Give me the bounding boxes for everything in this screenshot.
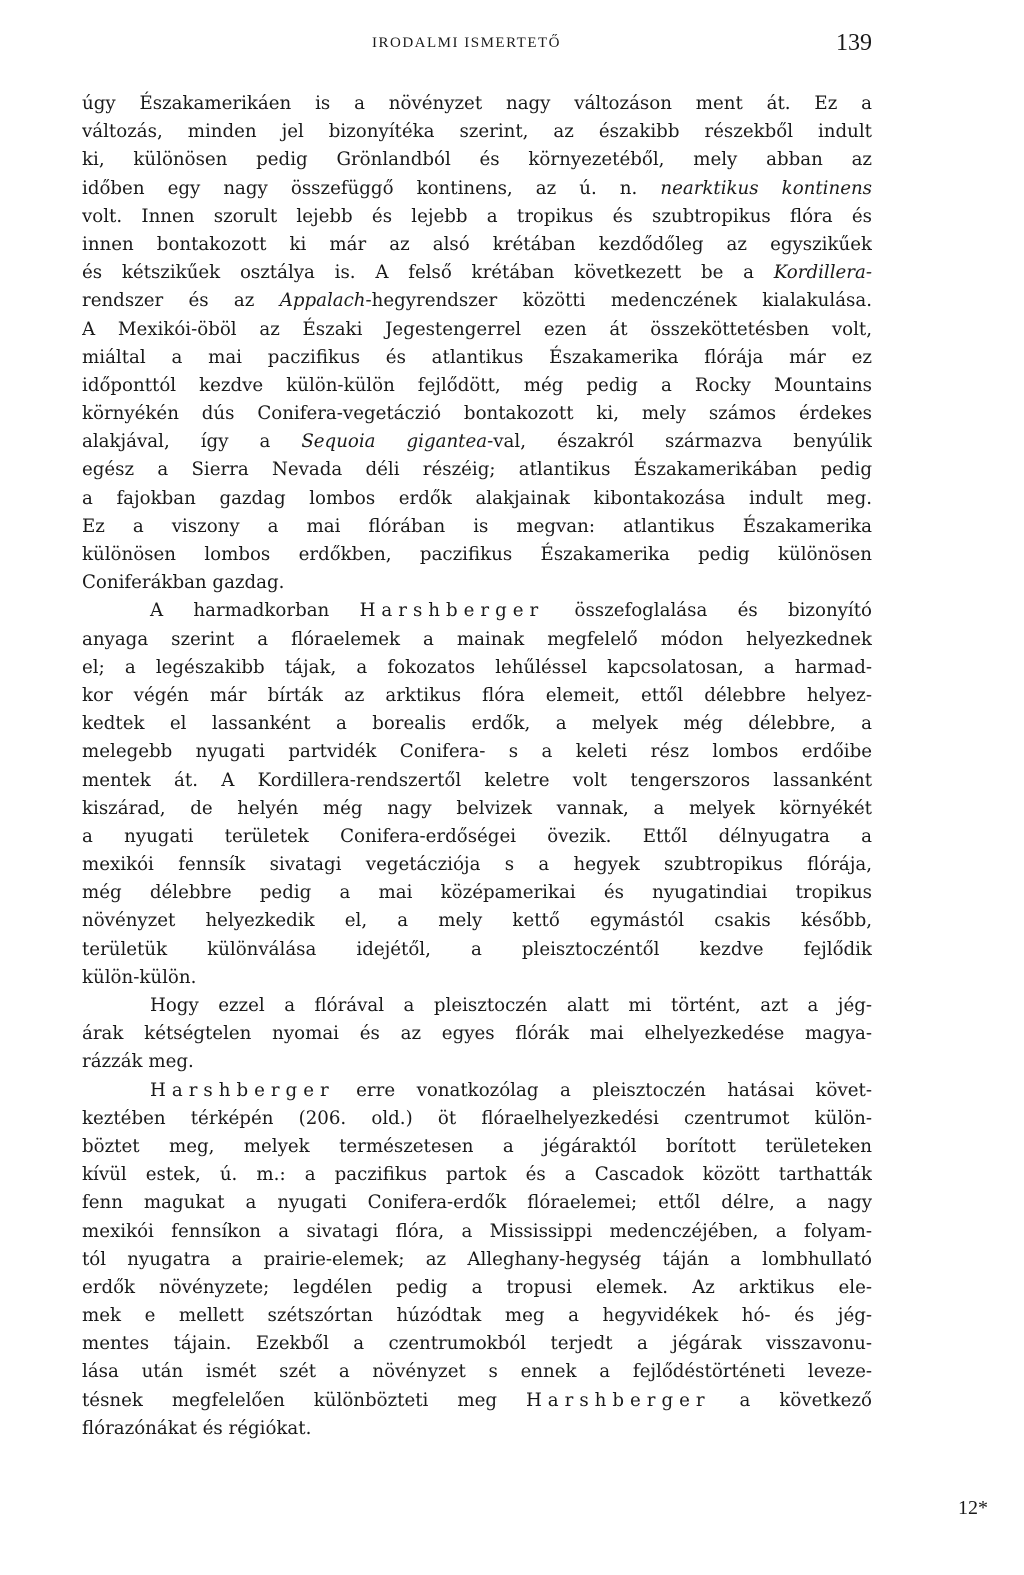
text-segment: alakjával, így a bbox=[82, 431, 302, 453]
text-line bbox=[82, 992, 872, 1020]
text-segment: árak kétségtelen nyomai és az egyes flórák mai elhelyezkedése magya- bbox=[82, 1023, 872, 1045]
text-line bbox=[82, 1274, 872, 1302]
text-segment: Coniferákban gazdag. bbox=[82, 572, 285, 594]
author-name: Harshberger bbox=[525, 1389, 711, 1411]
text-segment: mek e mellett szétszórtan húzódtak meg a hegyvidékek hó- és jég- bbox=[82, 1305, 872, 1327]
text-segment: mexikói fennsíkon a sivatagi flóra, a Mississippi medenczéjében, a folyam- bbox=[82, 1220, 872, 1242]
text-line bbox=[82, 175, 872, 203]
italic-term: nearktikus kontinens bbox=[660, 177, 872, 199]
text-segment: -hegyrendszer közötti medenczének kialakulása. bbox=[365, 290, 872, 312]
text-segment: összefoglalása és bizonyító bbox=[544, 600, 872, 622]
text-segment: A harmadkorban bbox=[150, 600, 360, 622]
text-line bbox=[82, 316, 872, 344]
text-segment: még délebbre pedig a mai középamerikai és nyugatindiai tropikus bbox=[82, 882, 872, 904]
text-segment: változás, minden jel bizonyítéka szerint, az északibb részekből indult bbox=[82, 121, 872, 143]
text-segment: böztet meg, melyek természetesen a jégáraktól borított területeken bbox=[82, 1135, 872, 1157]
text-segment: mentes tájain. Ezekből a czentrumokból terjedt a jégárak visszavonu- bbox=[82, 1333, 872, 1355]
text-segment: a következő bbox=[710, 1389, 872, 1411]
text-segment: ki, különösen pedig Grönlandból és környezetéből, mely abban az bbox=[82, 149, 872, 171]
running-title: IRODALMI ISMERTETŐ bbox=[372, 35, 562, 51]
text-segment: növényzet helyezkedik el, a mely kettő egymástól csakis később, bbox=[82, 910, 872, 932]
text-line bbox=[82, 710, 872, 738]
text-line bbox=[82, 344, 872, 372]
text-line bbox=[82, 1218, 872, 1246]
text-line bbox=[82, 1415, 872, 1443]
text-line bbox=[82, 90, 872, 118]
text-segment: tól nyugatra a prairie-elemek; az Alleghany-hegység táján a lombhullató bbox=[82, 1248, 872, 1270]
text-segment: a nyugati területek Conifera-erdőségei övezik. Ettől délnyugatra a bbox=[82, 825, 872, 847]
italic-term: Sequoia gigantea bbox=[301, 431, 488, 453]
body-text bbox=[82, 90, 872, 1443]
text-segment: erdők növényzete; legdélen pedig a tropusi elemek. Az arktikus ele- bbox=[82, 1276, 872, 1298]
text-line bbox=[82, 738, 872, 766]
text-segment: anyaga szerint a flóraelemek a mainak megfelelő módon helyezkednek bbox=[82, 628, 872, 650]
text-line bbox=[82, 456, 872, 484]
text-segment: külön-külön. bbox=[82, 966, 197, 988]
text-segment: volt. Innen szorult lejebb és lejebb a tropikus és szubtropikus flóra és bbox=[82, 205, 872, 227]
author-name: Harshberger bbox=[359, 600, 545, 622]
printer-signature: 12* bbox=[958, 1497, 988, 1519]
text-line bbox=[82, 146, 872, 174]
text-segment: el; a legészakibb tájak, a fokozatos lehűléssel kapcsolatosan, a harmad- bbox=[82, 656, 872, 678]
text-segment: erre vonatkozólag a pleisztoczén hatásai követ- bbox=[334, 1079, 872, 1101]
text-segment: -val, északról származva benyúlik bbox=[487, 431, 872, 453]
text-segment: egész a Sierra Nevada déli részéig; atlantikus Északamerikában pedig bbox=[82, 459, 872, 481]
page-number: 139 bbox=[836, 30, 872, 56]
text-line bbox=[82, 203, 872, 231]
text-line bbox=[82, 485, 872, 513]
text-line bbox=[82, 795, 872, 823]
italic-term: Kordillera- bbox=[773, 262, 872, 284]
text-line bbox=[82, 823, 872, 851]
text-line bbox=[82, 1105, 872, 1133]
text-segment: úgy Északamerikáen is a növényzet nagy változáson ment át. Ez a bbox=[82, 93, 872, 114]
text-line bbox=[82, 287, 872, 315]
text-line bbox=[82, 907, 872, 935]
author-name: Harshberger bbox=[150, 1079, 335, 1101]
text-line bbox=[82, 1330, 872, 1358]
text-segment: időponttól kezdve külön-külön fejlődött, még pedig a Rocky Mountains bbox=[82, 374, 872, 396]
text-segment: területük különválása idejétől, a pleisztoczéntől kezdve fejlődik bbox=[82, 938, 872, 960]
text-segment: flórazónákat és régiókat. bbox=[82, 1417, 312, 1439]
text-line bbox=[82, 541, 872, 569]
text-segment: a fajokban gazdag lombos erdők alakjainak kibontakozása indult meg. bbox=[82, 487, 872, 509]
text-line bbox=[82, 1133, 872, 1161]
text-segment: környékén dús Conifera-vegetáczió bontakozott ki, mely számos érdekes bbox=[82, 403, 872, 425]
text-segment: melegebb nyugati partvidék Conifera- s a keleti rész lombos erdőibe bbox=[82, 741, 872, 763]
text-segment: kiszárad, de helyén még nagy belvizek vannak, a melyek környékét bbox=[82, 797, 872, 819]
text-line bbox=[82, 569, 872, 597]
text-line bbox=[82, 1161, 872, 1189]
text-segment: rendszer és az bbox=[82, 290, 280, 312]
text-segment: kor végén már bírták az arktikus flóra elemeit, ettől délebbre helyez- bbox=[82, 684, 872, 706]
text-segment: Ez a viszony a mai flórában is megvan: atlantikus Északamerika bbox=[82, 515, 872, 537]
text-line bbox=[82, 1077, 872, 1105]
text-line bbox=[82, 654, 872, 682]
text-line bbox=[82, 400, 872, 428]
text-segment: kívül estek, ú. m.: a paczifikus partok és a Cascadok között tarthatták bbox=[82, 1164, 872, 1186]
text-segment: keztében térképén (206. old.) öt flóraelhelyezkedési czentrumot külön- bbox=[82, 1107, 872, 1129]
text-line bbox=[82, 879, 872, 907]
text-segment: időben egy nagy összefüggő kontinens, az ú. n. bbox=[82, 177, 661, 199]
text-line bbox=[82, 1358, 872, 1386]
text-line bbox=[82, 851, 872, 879]
text-segment: innen bontakozott ki már az alsó krétában kezdődőleg az egyszikűek bbox=[82, 233, 872, 255]
text-line bbox=[82, 964, 872, 992]
text-segment: lása után ismét szét a növényzet s ennek a fejlődéstörténeti leveze- bbox=[82, 1361, 872, 1383]
text-line bbox=[82, 259, 872, 287]
text-line bbox=[82, 118, 872, 146]
text-line bbox=[82, 1020, 872, 1048]
text-segment: kedtek el lassanként a borealis erdők, a melyek még délebbre, a bbox=[82, 713, 872, 735]
text-line bbox=[82, 1189, 872, 1217]
text-line bbox=[82, 428, 872, 456]
text-segment: miáltal a mai paczifikus és atlantikus Északamerika flórája már ez bbox=[82, 346, 872, 368]
text-segment: és kétszikűek osztálya is. A felső krétában következett be a bbox=[82, 262, 774, 284]
text-line bbox=[82, 767, 872, 795]
text-segment: különösen lombos erdőkben, paczifikus Északamerika pedig különösen bbox=[82, 544, 872, 565]
text-segment: mentek át. A Kordillera-rendszertől keletre volt tengerszoros lassanként bbox=[82, 769, 872, 791]
text-line bbox=[82, 513, 872, 541]
text-line bbox=[82, 597, 872, 625]
text-segment: tésnek megfelelően különbözteti meg bbox=[82, 1389, 526, 1411]
text-segment: rázzák meg. bbox=[82, 1051, 194, 1073]
text-line bbox=[82, 1302, 872, 1330]
text-line bbox=[82, 1246, 872, 1274]
text-line bbox=[82, 936, 872, 964]
text-segment: fenn magukat a nyugati Conifera-erdők flóraelemei; ettől délre, a nagy bbox=[82, 1192, 872, 1214]
text-line bbox=[82, 682, 872, 710]
text-line bbox=[82, 626, 872, 654]
text-line bbox=[82, 231, 872, 259]
running-head bbox=[82, 30, 872, 60]
text-segment: mexikói fennsík sivatagi vegetácziója s a hegyek szubtropikus flórája, bbox=[82, 854, 872, 876]
text-segment: A Mexikói-öböl az Északi Jegestengerrel ezen át összeköttetésben volt, bbox=[82, 318, 872, 340]
italic-term: Appalach bbox=[279, 290, 366, 312]
text-line bbox=[82, 372, 872, 400]
text-line bbox=[82, 1387, 872, 1415]
text-segment: Hogy ezzel a flórával a pleisztoczén alatt mi történt, azt a jég- bbox=[150, 995, 872, 1016]
text-line bbox=[82, 1048, 872, 1076]
